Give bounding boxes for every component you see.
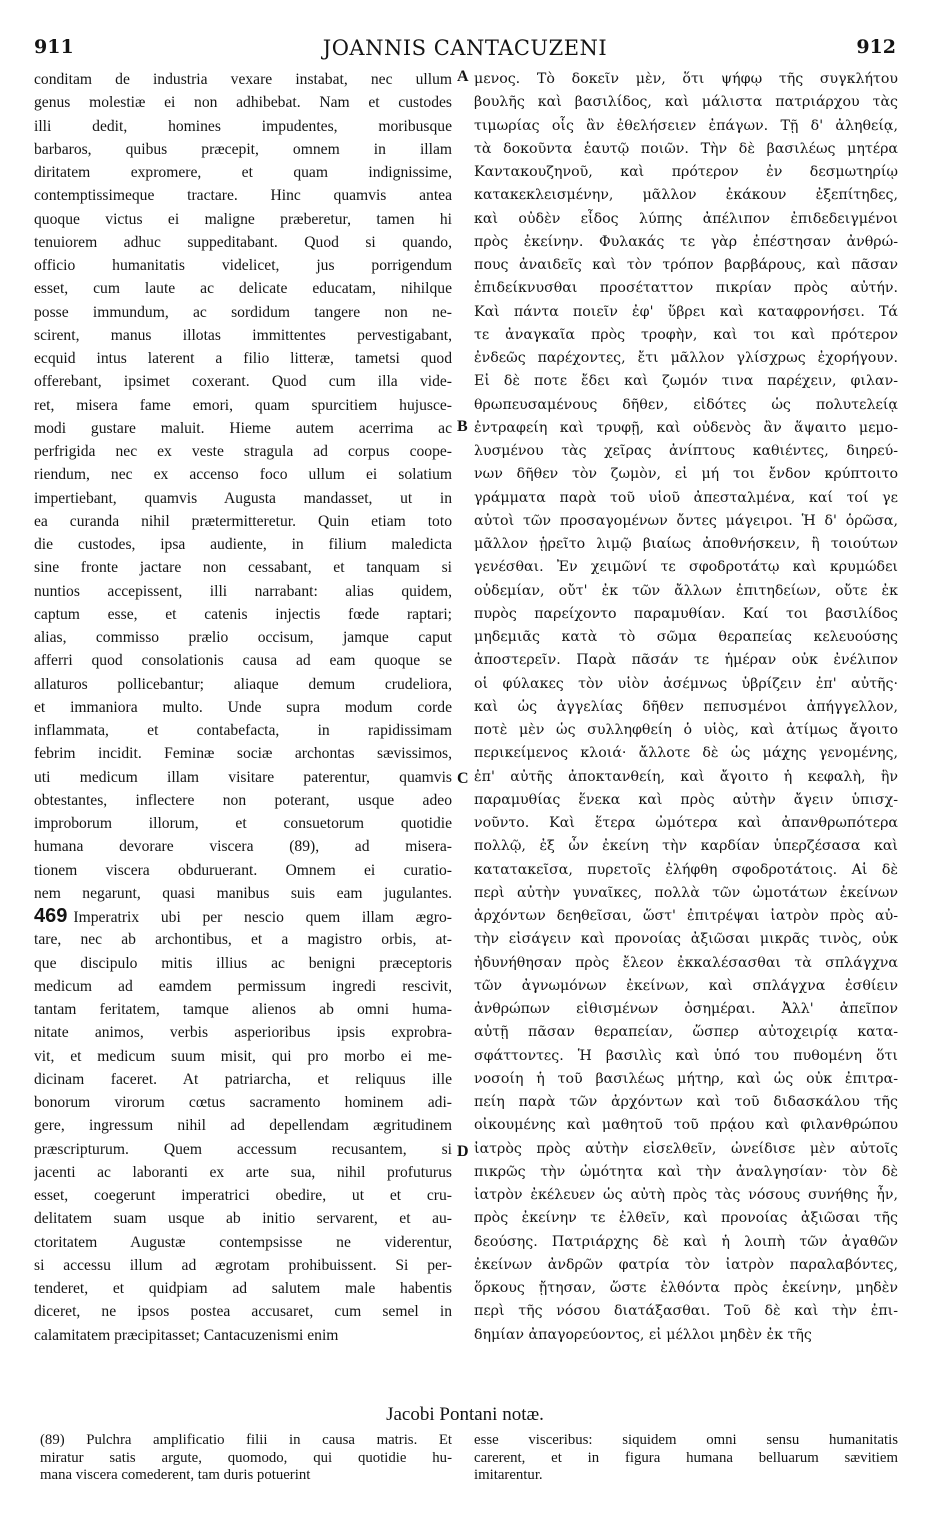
latin-line (34, 1277, 452, 1300)
latin-line (34, 231, 452, 254)
latin-line (34, 1184, 452, 1207)
page-header (34, 36, 896, 66)
greek-line (474, 789, 898, 812)
note-line (474, 1432, 898, 1450)
greek-line (474, 1114, 898, 1137)
greek-line (474, 742, 898, 765)
greek-line (474, 1231, 898, 1254)
latin-line-text: si accessu illum ad ægrotam prohibuissent. Si per- (34, 1256, 452, 1274)
greek-line-text: μενος. Τὸ δοκεῖν μὲν, ὅτι ψήφῳ τῆς συγκλήτου (474, 71, 898, 87)
latin-line (34, 533, 452, 556)
note-line (474, 1450, 898, 1468)
latin-line-text: scirent, manus illotas immittentes pervestigabant, (34, 326, 452, 344)
greek-line (474, 1138, 898, 1161)
greek-line-text: σφάττοντες. Ἡ βασιλὶς καὶ ὑπό του πυθομένη ὅτι (474, 1047, 898, 1064)
margin-letter-d: D (457, 1143, 469, 1160)
note-line (474, 1467, 898, 1485)
margin-letter-c: C (457, 770, 469, 787)
greek-line-text: ἐντραφείη καὶ τρυφῇ, καὶ οὐδενὸς ἂν ἅψαιτο μεμο- (474, 419, 898, 436)
latin-line (34, 115, 452, 138)
latin-line-text: riendum, nec ex accenso foco ullum ei solatium (34, 466, 452, 484)
greek-line (474, 115, 898, 138)
latin-line-text: Imperatrix ubi per nescio quem illam ægro- (73, 909, 452, 926)
latin-line-text: nem negarunt, quasi manibus suis eam jugulantes. (34, 884, 452, 902)
greek-line-text: αὐτοὶ τῶν προσαγομένων ὄντες μάγειροι. Ἡ δ' ὁρῶσα, (474, 512, 898, 529)
greek-line-text: περὶ αὐτὴν γυναῖκες, πολλὰ τῶν ὠμοτάτων ἐκείνων (474, 884, 898, 901)
latin-line-text: gere, ingressum nihil ad depellendam ægritudinem (34, 1117, 452, 1135)
greek-line (474, 231, 898, 254)
latin-line (34, 1091, 452, 1114)
greek-line (474, 952, 898, 975)
greek-line-text: ἰατρὸν ἐκέλευεν ὡς αὐτὴ πρὸς τὰς νόσους συνήθης ἦν, (474, 1187, 898, 1203)
greek-line (474, 998, 898, 1021)
latin-line (34, 1114, 452, 1137)
greek-line (474, 324, 898, 347)
latin-line (34, 417, 452, 440)
greek-line-text: δημίαν ἀπαγορεύοντος, εἰ μέλλοι μηδὲν ἐκ τῆς (474, 1326, 812, 1343)
greek-line-text: Καντακουζηνοῦ, καὶ πρότερον ἐν δεσμωτηρίῳ (474, 164, 898, 180)
greek-line (474, 68, 898, 91)
note-line (40, 1432, 452, 1450)
greek-line-text: ἐκείνων ἀνδρῶν φατρία τὸν ἰατρὸν παραλαβόντες, (474, 1256, 898, 1273)
latin-line-text: diritatem expromere, et quam indignissime, (34, 164, 452, 181)
greek-line-text: δεούσης. Πατριάρχης δὲ καὶ ἡ λοιπὴ τῶν ἀγαθῶν (474, 1233, 898, 1250)
greek-line (474, 603, 898, 626)
greek-line (474, 510, 898, 533)
latin-line (34, 859, 452, 882)
latin-line (34, 952, 452, 975)
greek-line-text: ἐνδεῶς παρέχοντες, ἔτι μᾶλλον γλίσχρως ἐχορήγουν. (474, 350, 898, 366)
latin-line (34, 68, 452, 91)
latin-line (34, 556, 452, 579)
greek-line-text: κατακεκλεισμένην, μᾶλλον ἐκάκουν ἐξεπίτηδες, (474, 187, 898, 204)
greek-line (474, 138, 898, 161)
note-line-text: esse visceribus: siquidem omni sensu humanitatis (474, 1432, 898, 1448)
greek-line-text: πείη παρὰ τῶν ἀρχόντων καὶ τοῦ διδασκάλου τῆς (474, 1094, 898, 1110)
greek-line-text: λυσμένου τὰς χεῖρας ἀνίπτους καθιέντες, διηρεύ- (474, 443, 898, 459)
greek-line (474, 301, 898, 324)
greek-line (474, 859, 898, 882)
greek-line (474, 905, 898, 928)
greek-line-text: παραμυθίας ἕνεκα καὶ πρὸς αὐτὴν ἄγειν ὑπισχ- (474, 791, 898, 808)
greek-line (474, 254, 898, 277)
greek-line-text: κατατακεῖσα, πυρετοῖς ἐλήφθη σφοδροτάτοις. Αἱ δὲ (474, 861, 898, 878)
greek-line (474, 580, 898, 603)
greek-line-text: Καὶ πάντα ποιεῖν ἐφ' ὕβρει καὶ καταφρονήσει. Τά (474, 303, 898, 320)
latin-line (34, 1324, 452, 1347)
greek-line-text: ἰατρὸς πρὸς αὐτὴν εἰσελθεῖν, ὠνείδισε μὲν αὐτοῖς (474, 1140, 898, 1157)
latin-line-text: tenderet, et quidpiam ad salutem male habentis (34, 1280, 452, 1297)
latin-line (34, 580, 452, 603)
greek-line (474, 812, 898, 835)
latin-line (34, 882, 452, 905)
greek-line (474, 1184, 898, 1207)
latin-line (34, 673, 452, 696)
latin-line (34, 91, 452, 114)
page-number-left: 911 (34, 36, 74, 58)
latin-line (34, 998, 452, 1021)
greek-line-text: τῶν ἀγνωμόνων ἐκείνων, καὶ σπλάγχνα ἐσθίειν (474, 977, 898, 994)
latin-line (34, 928, 452, 951)
latin-line-text: ret, misera fame emori, quam spurcitiem hujusce- (34, 396, 452, 414)
greek-line (474, 1207, 898, 1230)
latin-line (34, 766, 452, 789)
latin-line (34, 1207, 452, 1230)
greek-line (474, 626, 898, 649)
greek-line-text: νων δῆθεν τὸν ζωμὸν, εἰ μή τοι ἔνδον κρύπτοιτο (474, 466, 898, 483)
note-line-text: (89) Pulchra amplificatio filii in causa matris. Et (40, 1432, 452, 1448)
latin-line-text: offerebant, ipsimet coxerant. Quod cum illa vide- (34, 373, 452, 391)
greek-line (474, 1324, 898, 1347)
latin-line-text: que discipulo mitis illius ac benigni præceptoris (34, 954, 452, 972)
latin-line-text: esset, coegerunt imperatrici obedire, ut et cru- (34, 1187, 452, 1204)
latin-line-text: tantam feritatem, tamque alienos ab omni huma- (34, 1001, 452, 1018)
latin-line-text: ea curanda nihil prætermitteretur. Quin etiam toto (34, 512, 452, 530)
greek-line-text: ἀνθρώπων εἰθισμένων ὀσημέραι. Ἀλλ' ἀπεῖπον (474, 1001, 898, 1017)
latin-line (34, 301, 452, 324)
latin-line-text: febrim incidit. Feminæ sociæ archontas sævissimos, (34, 745, 452, 763)
latin-line (34, 835, 452, 858)
latin-line-text: dicinam faceret. At patriarcha, et reliquus ille (34, 1070, 452, 1088)
latin-line (34, 696, 452, 719)
greek-line-text: ἠδυνήθησαν πρὸς ἔλεον ἐκκαλέσασθαι τὰ σπλάγχνα (474, 954, 898, 971)
latin-line (34, 905, 452, 928)
greek-line-text: πυρὸς παρείχοντο παραμυθίαν. Καί τοι βασιλίδος (474, 605, 898, 622)
latin-column (34, 68, 452, 1347)
latin-line (34, 742, 452, 765)
latin-line-text: die custodes, ipsa audiente, in filium maledicta (34, 536, 452, 553)
greek-line (474, 277, 898, 300)
greek-line-text: γράμματα παρὰ τοῦ υἱοῦ ἀπεσταλμένα, καί τοί γε (474, 489, 898, 506)
latin-line (34, 138, 452, 161)
greek-line (474, 1254, 898, 1277)
latin-line (34, 277, 452, 300)
greek-line-text: ἐπιδείκνυσθαι προσέταττον πικρίαν πρὸς αὐτήν. (474, 280, 898, 297)
greek-line (474, 1045, 898, 1068)
latin-line (34, 789, 452, 812)
greek-line (474, 1068, 898, 1091)
latin-line-text: obtestantes, inflectere non poterant, usque adeo (34, 791, 452, 809)
margin-letter-a: A (457, 68, 469, 85)
greek-line-text: περὶ τῆς νόσου διατάξασθαι. Τοῦ δὲ καὶ τὴν ἐπι- (474, 1303, 898, 1320)
latin-line (34, 719, 452, 742)
greek-line-text: πρὸς ἐκείνην τε ἐλθεῖν, καὶ προνοίας ἀξιῶσαι τῆς (474, 1210, 898, 1227)
greek-line-text: νοῦντο. Καὶ ἕτερα ὠμότερα καὶ ἀπανθρωπότερα (474, 815, 898, 831)
latin-line (34, 1138, 452, 1161)
greek-line (474, 463, 898, 486)
greek-column (474, 68, 898, 1347)
greek-line (474, 556, 898, 579)
latin-line-text: posse immundum, ac sordidum tangere non ne- (34, 303, 452, 321)
latin-line (34, 1254, 452, 1277)
latin-line (34, 184, 452, 207)
latin-line (34, 208, 452, 231)
margin-letter-b: B (457, 418, 468, 435)
latin-line-text: conditam de industria vexare instabat, nec ullum (34, 71, 452, 88)
greek-line (474, 1091, 898, 1114)
latin-line-text: diceret, ne ipsos postea accusaret, cum semel in (34, 1303, 452, 1321)
notes-left-column (40, 1432, 452, 1485)
greek-line (474, 1021, 898, 1044)
latin-line (34, 161, 452, 184)
greek-line-text: οὐδεμίαν, οὔτ' ἐκ τῶν ἄλλων ἐπιτηδείων, οὔτε ἐκ (474, 582, 898, 599)
latin-line (34, 603, 452, 626)
greek-line-text: νοσοίη ἡ τοῦ βασιλέως μήτηρ, καὶ ὡς οὐκ ἐπιτρα- (474, 1070, 898, 1087)
latin-line-text: delitatem suam usque ab initio servarent, et au- (34, 1210, 452, 1228)
greek-line (474, 533, 898, 556)
latin-line-text: quoque victus ei maligne præberetur, tamen hi (34, 210, 452, 228)
latin-line-text: ecquid intus laterent a filio litteræ, tametsi quod (34, 350, 452, 367)
greek-line-text: τὰ δοκοῦντα ἑαυτῷ ποιῶν. Τὴν δὲ βασιλέως μητέρα (474, 140, 898, 157)
greek-line-text: ὅρκους ᾔτησαν, ὥστε ἐλθόντα πρὸς ἐκείνην, μηδὲν (474, 1280, 898, 1296)
latin-line-text: nitate animos, verbis asperioribus ipsis exprobra- (34, 1024, 452, 1042)
latin-line (34, 510, 452, 533)
latin-line (34, 254, 452, 277)
latin-line-text: perfrigida nec ex veste stragula ad corpus coope- (34, 443, 452, 460)
greek-line (474, 1161, 898, 1184)
latin-line-text: afferri quod consolationis causa ad eam quoque se (34, 652, 452, 670)
greek-line (474, 347, 898, 370)
greek-line-text: μᾶλλον ᾑρεῖτο λιμῷ βιαίως ἀποθνήσκειν, ἢ τοιούτων (474, 536, 898, 552)
greek-line-text: Εἰ δὲ ποτε ἔδει καὶ ζωμόν τινα παρέχειν, φιλαν- (474, 373, 898, 390)
latin-line-text: tenuiorem adhuc suppeditabant. Quod si quando, (34, 233, 452, 251)
greek-line (474, 1300, 898, 1323)
notes-right-column (474, 1432, 898, 1485)
note-line-text: imitarentur. (474, 1467, 543, 1484)
greek-line-text: βουλῆς καὶ βασιλίδος, καὶ μάλιστα πατριάρχου τὰς (474, 94, 898, 111)
latin-line-text: sine fronte jactare non cessabant, et tanquam si (34, 559, 452, 577)
note-line-text: mana viscera comederent, tam duris potuerint (40, 1467, 311, 1484)
greek-line (474, 417, 898, 440)
greek-line (474, 1277, 898, 1300)
latin-line-text: calamitatem præcipitasset; Cantacuzenismi enim (34, 1326, 339, 1344)
greek-line-text: τε ἀναγκαῖα πρὸς τροφὴν, καὶ τοι καὶ πρότερον (474, 326, 898, 343)
note-line (40, 1467, 452, 1485)
latin-line-text: bonorum virorum cœtus sacramento hominem adi- (34, 1094, 452, 1111)
greek-line-text: οἱ φύλακες τὸν υἱὸν ἀσέμνως ὑβρίζειν ἐπ' αὐτῆς· (474, 675, 898, 692)
greek-line-text: περικείμενος κλοιά· ἄλλοτε δὲ ὡς μάχης γενομένης, (474, 745, 898, 762)
latin-line (34, 1231, 452, 1254)
latin-line (34, 394, 452, 417)
latin-line (34, 1300, 452, 1323)
latin-line-text: officio humanitatis videlicet, jus porrigendum (34, 257, 452, 274)
greek-line-text: πικρῶς τὴν ὠμότητα καὶ τὴν ἀναλγησίαν· τὸν δὲ (474, 1163, 898, 1180)
latin-line-text: tionem viscera obduruerant. Omnem ei curatio- (34, 861, 452, 879)
latin-line-text: modi gustare maluit. Hieme autem acerrima ac (34, 419, 452, 437)
note-line (40, 1450, 452, 1468)
greek-line-text: θρωπευσαμένους δῆθεν, εἰδότες ὡς πολυτελείᾳ (474, 396, 898, 413)
greek-line (474, 835, 898, 858)
greek-line (474, 184, 898, 207)
latin-line-text: alias, commisso prælio occisum, jamque caput (34, 629, 452, 646)
greek-line (474, 208, 898, 231)
greek-line (474, 649, 898, 672)
greek-line-text: οἰκουμένης καὶ μαθητοῦ τοῦ πρᾴου καὶ φιλανθρώπου (474, 1117, 898, 1134)
latin-line (34, 975, 452, 998)
note-line-text: miratur satis argute, quomodo, qui quotidie hu- (40, 1449, 452, 1466)
greek-line (474, 766, 898, 789)
notes-heading: Jacobi Pontani notæ. (386, 1404, 544, 1425)
latin-line-text: esset, cum laute ac delicate educatam, nihilque (34, 280, 452, 298)
latin-line (34, 649, 452, 672)
latin-line-text: tare, nec ab archontibus, et a magistro orbis, at- (34, 931, 452, 949)
greek-line-text: ἀρχόντων δεηθεῖσαι, ὥστ' ἐπιτρέψαι ἰατρὸν πρὸς αὐ- (474, 908, 898, 924)
greek-line (474, 882, 898, 905)
greek-line-text: τὴν εἰσάγειν καὶ προνοίας ἀξιῶσαι μικρᾶς τινὸς, οὐκ (474, 931, 898, 948)
greek-line-text: ἀποστερεῖν. Παρὰ πᾶσάν τε ἡμέραν οὐκ ἐνέλιπον (474, 652, 898, 669)
running-title: JOANNIS CANTACUZENI (322, 36, 608, 60)
greek-line-text: καὶ οὐδὲν εἶδος λύπης ἀπέλιπον ἐπιδεδειγμένοι (474, 210, 898, 227)
greek-line (474, 928, 898, 951)
latin-line (34, 1021, 452, 1044)
greek-line (474, 975, 898, 998)
latin-line-text: ctoritatem Augustæ contempsisse ne viderentur, (34, 1233, 452, 1251)
latin-line-text: præscripturum. Quem accessum recusantem, si (34, 1140, 452, 1158)
page-number-right: 912 (856, 36, 896, 58)
greek-line-text: μηδεμιᾶς κατὰ τὸ σῶμα θεραπείας κελευούσης (474, 629, 898, 645)
latin-line (34, 324, 452, 347)
greek-line (474, 487, 898, 510)
note-line-text: carerent, et in figura humana belluarum sævitiem (474, 1449, 898, 1466)
latin-line (34, 487, 452, 510)
greek-line (474, 161, 898, 184)
latin-line-text: captum esse, et catenis injectis fœde raptari; (34, 605, 452, 623)
latin-line (34, 1045, 452, 1068)
latin-line (34, 347, 452, 370)
latin-line (34, 440, 452, 463)
greek-line (474, 370, 898, 393)
greek-line-text: πολλῷ, ἐξ ὧν ἐκείνη τὴν καρδίαν ὑπερζέσασα καὶ (474, 838, 898, 855)
latin-line-text: illi dedit, homines impudentes, moribusque (34, 117, 452, 135)
greek-line-text: αὐτῇ πᾶσαν θεραπείαν, ὥσπερ αὐτοχειρίᾳ κατα- (474, 1024, 898, 1041)
latin-line-text: nuntios accepissent, illi narrabant: alias quidem, (34, 582, 452, 600)
greek-line-text: καὶ ὡς ἀγγελίας δῆθεν πεπυσμένοι ἀπήγγελλον, (474, 698, 898, 715)
greek-line-text: πρὸς ἐκείνην. Φυλακάς τε γὰρ ἐπέστησαν ἀνθρώ- (474, 233, 898, 250)
latin-line-text: barbaros, quibus præcepit, omnem in illam (34, 140, 452, 158)
latin-line-text: vit, et medicum suum misit, qui pro morbo ei me- (34, 1047, 452, 1065)
latin-line-text: genus molestiæ ei non adhibebat. Nam et custodes (34, 94, 452, 112)
greek-line-text: γενέσθαι. Ἐν χειμῶνί τε σφοδροτάτῳ καὶ κρυμώδει (474, 559, 898, 576)
greek-line (474, 91, 898, 114)
latin-line-text: impertiebant, quamvis Augusta mandasset, ut in (34, 489, 452, 507)
greek-line (474, 719, 898, 742)
latin-line-text: allaturos pollicebantur; aliaque demum crudeliora, (34, 675, 452, 693)
latin-line-text: inflammata, et contabefacta, in rapidissimam (34, 722, 452, 739)
latin-line (34, 463, 452, 486)
greek-line-text: τιμωρίας οἷς ἂν ἐθελήσειεν ἐπάγων. Τῇ δ' ἀληθείᾳ, (474, 117, 898, 134)
latin-line-text: medicum ad eamdem permissum ingredi rescivit, (34, 977, 452, 995)
latin-line (34, 1068, 452, 1091)
latin-line-text: humana devorare viscera (89), ad misera- (34, 838, 452, 856)
latin-line-text: uti medicum illam visitare paterentur, quamvis (34, 768, 452, 786)
greek-line (474, 673, 898, 696)
greek-line (474, 696, 898, 719)
latin-line (34, 1161, 452, 1184)
latin-line-text: jacenti ac laboranti ex arte sua, nihil profuturus (34, 1163, 452, 1181)
latin-line (34, 370, 452, 393)
section-number: 469 (34, 905, 68, 927)
latin-line (34, 812, 452, 835)
latin-line (34, 626, 452, 649)
latin-line-text: improborum illorum, et consuetorum quotidie (34, 815, 452, 832)
greek-line (474, 440, 898, 463)
greek-line-text: πους ἀναιδεῖς καὶ τὸν τρόπον βαρβάρους, καὶ πᾶσαν (474, 257, 898, 273)
greek-line (474, 394, 898, 417)
greek-line-text: ἐπ' αὐτῆς ἀποκτανθείη, καὶ ἄγοιτο ἡ κεφαλὴ, ἣν (474, 768, 898, 785)
greek-line-text: ποτὲ μὲν ὡς συλληφθείη ὁ υἱὸς, καὶ ἀτίμως ἄγοιτο (474, 722, 898, 738)
latin-line-text: et immaniora multo. Unde supra modum corde (34, 698, 452, 716)
latin-line-text: contemptissimeque tractare. Hinc quamvis antea (34, 187, 452, 205)
